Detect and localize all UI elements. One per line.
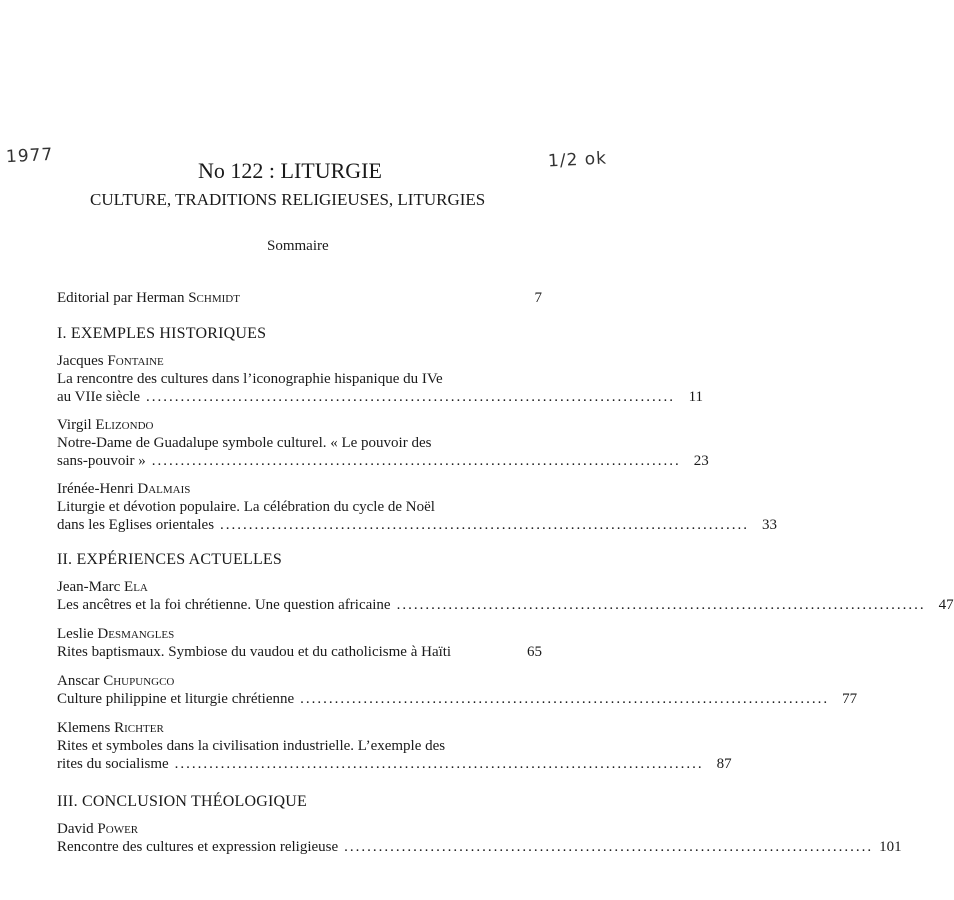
page-number: 47 <box>938 597 954 613</box>
toc-entry <box>57 352 704 406</box>
article-title-cont: au VIIe siècle <box>57 389 141 405</box>
toc-entry <box>57 578 954 614</box>
article-title: La rencontre des cultures dans l’iconographie hispanique du IVe <box>57 371 443 387</box>
editorial-author: Schmidt <box>188 290 240 306</box>
section-heading: II. EXPÉRIENCES ACTUELLES <box>57 551 282 568</box>
author-name: Leslie Desmangles <box>57 626 175 642</box>
page-number: 23 <box>693 453 709 469</box>
handwritten-year-annotation: 1977 <box>5 144 54 168</box>
author-name: Anscar Chupungco <box>57 673 175 689</box>
dot-leader: ............................................................................................ <box>300 691 830 707</box>
toc-entry <box>57 719 732 773</box>
article-title: Notre-Dame de Guadalupe symbole culturel. « Le pouvoir des <box>57 435 432 451</box>
editorial-prefix: Editorial par Herman <box>57 290 189 306</box>
toc-entry <box>57 416 709 470</box>
page-number: 11 <box>688 389 704 405</box>
toc-entry <box>57 672 858 708</box>
dot-leader: ............................................................................................ <box>174 756 704 772</box>
author-name: Irénée-Henri Dalmais <box>57 481 191 497</box>
toc-entry <box>57 480 778 534</box>
section-heading: III. CONCLUSION THÉOLOGIQUE <box>57 793 307 810</box>
page-number: 7 <box>534 290 542 306</box>
article-title: Rites et symboles dans la civilisation industrielle. L’exemple des <box>57 738 446 754</box>
author-name: Jean-Marc Ela <box>57 579 148 595</box>
page-number: 65 <box>527 644 542 660</box>
dot-leader: ............................................................................................ <box>151 453 681 469</box>
author-name: Jacques Fontaine <box>57 353 164 369</box>
issue-subtitle: CULTURE, TRADITIONS RELIGIEUSES, LITURGIES <box>90 190 486 209</box>
page-number: 77 <box>842 691 858 707</box>
page-number: 101 <box>879 839 902 855</box>
issue-title: No 122 : LITURGIE <box>198 158 382 183</box>
dot-leader: ............................................................................................ <box>146 389 676 405</box>
handwritten-note-annotation: 1/2 ok <box>547 148 608 172</box>
toc-entry <box>57 625 542 661</box>
author-name: David Power <box>57 821 139 837</box>
toc-editorial <box>57 289 542 307</box>
article-title-cont: rites du socialisme <box>57 756 169 772</box>
article-title: Rencontre des cultures et expression religieuse <box>57 839 339 855</box>
article-title-cont: dans les Eglises orientales <box>57 517 215 533</box>
article-title: Culture philippine et liturgie chrétienne <box>57 691 295 707</box>
article-title: Les ancêtres et la foi chrétienne. Une question africaine <box>57 597 391 613</box>
page-number: 33 <box>762 517 778 533</box>
dot-leader: ............................................................................................ <box>220 517 750 533</box>
article-title-cont: sans-pouvoir » <box>57 453 146 469</box>
page-number: 87 <box>716 756 732 772</box>
author-name: Virgil Elizondo <box>57 417 154 433</box>
dot-leader: ............................................................................................ <box>396 597 926 613</box>
article-title: Liturgie et dévotion populaire. La célébration du cycle de Noël <box>57 499 435 515</box>
section-heading: I. EXEMPLES HISTORIQUES <box>57 325 267 342</box>
dot-leader: ............................................................................................ <box>344 839 874 855</box>
sommaire-heading: Sommaire <box>267 238 329 254</box>
editorial-text <box>57 289 240 307</box>
toc-entry <box>57 820 902 856</box>
article-title: Rites baptismaux. Symbiose du vaudou et du catholicisme à Haïti <box>57 644 452 660</box>
author-name: Klemens Richter <box>57 720 164 736</box>
